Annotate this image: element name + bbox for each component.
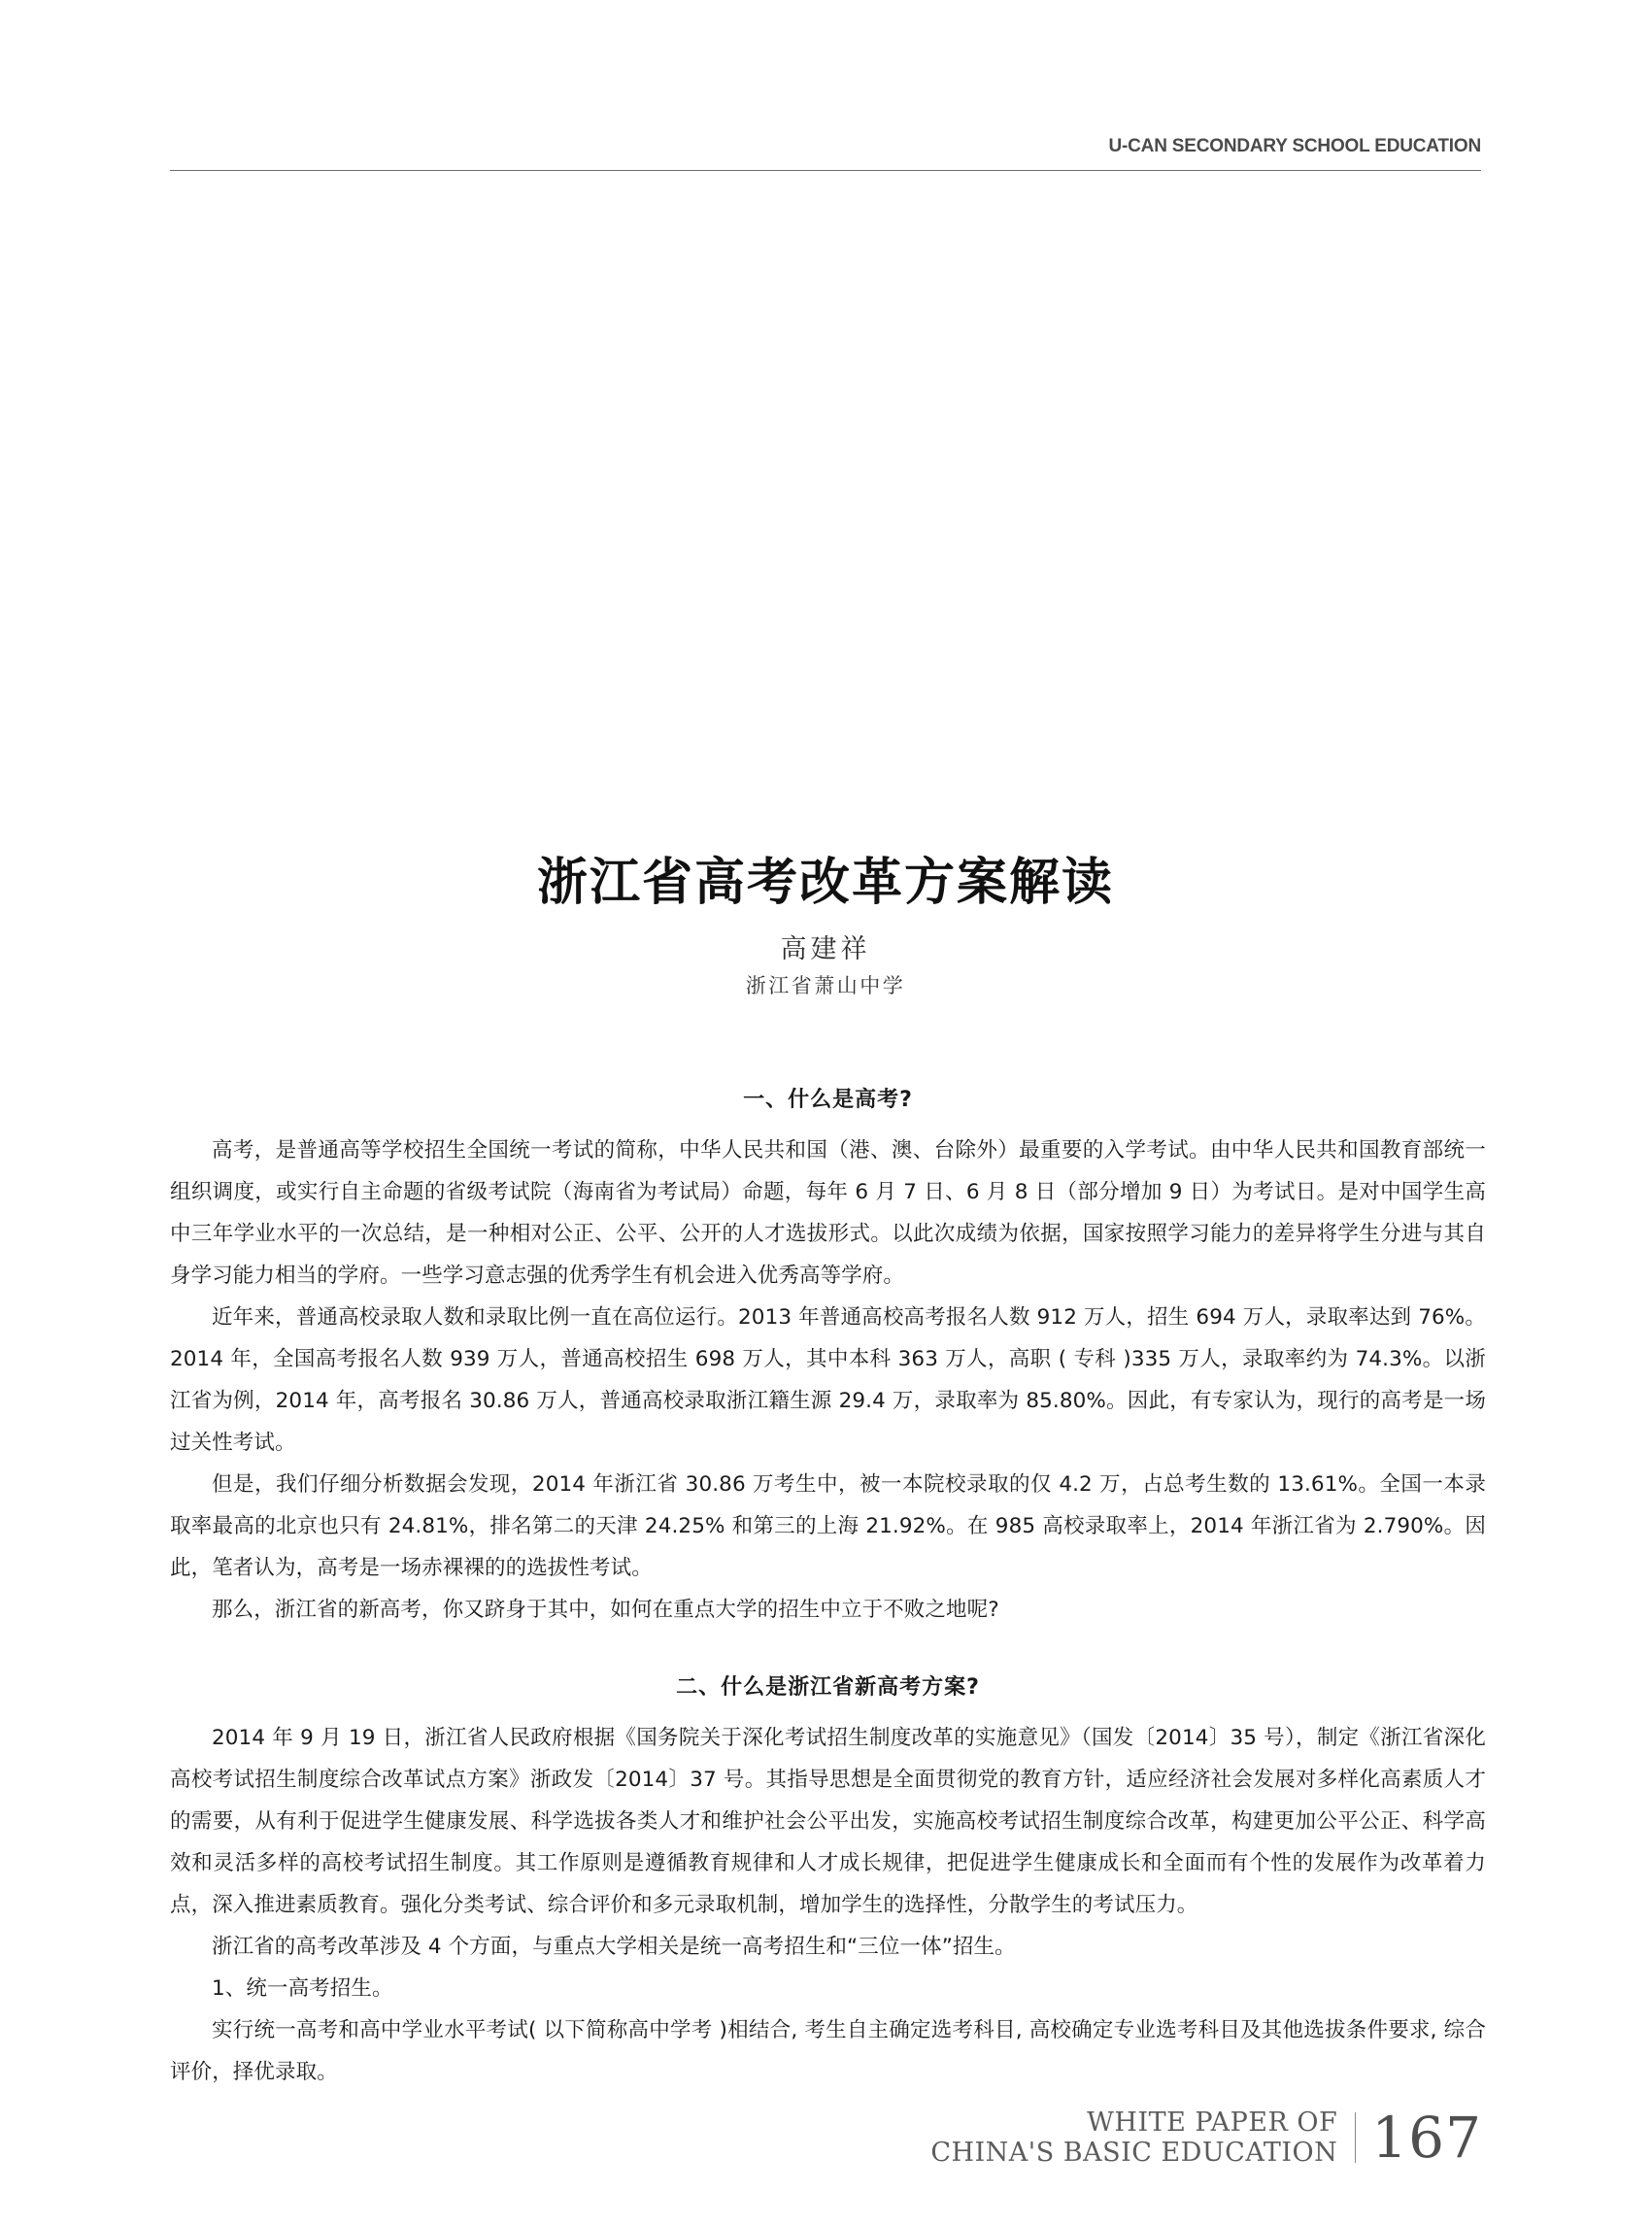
paragraph: 实行统一高考和高中学业水平考试( 以下简称高中学考 )相结合, 考生自主确定选考科目, 高校确定专业选考科目及其他选拔条件要求, 综合评价，择优录取。	[170, 2017, 1486, 2084]
header-divider-rule	[170, 170, 1481, 171]
footer-line-2: CHINA'S BASIC EDUCATION	[930, 2138, 1338, 2168]
paragraph: 2014 年 9 月 19 日，浙江省人民政府根据《国务院关于深化考试招生制度改革的实施意见》（国发〔2014〕35 号），制定《浙江省深化高校考试招生制度综合改革试点方案》浙政发〔2014〕37 号。其指导思想是全面贯彻党的教育方针，适应经济社会发展对多样化高素质人才的需要，从有利于促进学生健康发展、科学选拔各类人才和维护社会公平出发，实施高校考试招生制度综合改革，构建更加公平公正、科学高效和灵活多样的高校考试招生制度。其工作原则是遵循教育规律和人才成长规律，把促进学生健康成长和全面而有个性的发展作为改革着力点，深入推进素质教育。强化分类考试、综合评价和多元录取机制，增加学生的选择性，分散学生的考试压力。	[170, 1725, 1486, 1917]
page-footer	[930, 2105, 1482, 2171]
paragraph: 但是，我们仔细分析数据会发现，2014 年浙江省 30.86 万考生中，被一本院校录取的仅 4.2 万，占总考生数的 13.61%。全国一本录取率最高的北京也只有 24.81%，排名第二的天津 24.25% 和第三的上海 21.92%。在 985 高校录取率上，2014 年浙江省为 2.790%。因此，笔者认为，高考是一场赤裸裸的的选拔性考试。	[170, 1471, 1486, 1580]
article-body	[170, 1086, 1486, 2093]
page-number: 167	[1371, 2105, 1482, 2171]
paragraph: 近年来，普通高校录取人数和录取比例一直在高位运行。2013 年普通高校高考报名人数 912 万人，招生 694 万人，录取率达到 76%。2014 年，全国高考报名人数 939 万人，普通高校招生 698 万人，其中本科 363 万人，高职 ( 专科 )335 万人，录取率约为 74.3%。以浙江省为例，2014 年，高考报名 30.86 万人，普通高校录取浙江籍生源 29.4 万，录取率为 85.80%。因此，有专家认为，现行的高考是一场过关性考试。	[170, 1304, 1486, 1455]
section-heading-2: 二、什么是浙江省新高考方案?	[676, 1674, 980, 1700]
paragraph: 1、统一高考招生。	[212, 1975, 393, 2001]
paragraph: 那么，浙江省的新高考，你又跻身于其中，如何在重点大学的招生中立于不败之地呢?	[212, 1597, 999, 1622]
running-header	[170, 136, 1481, 171]
running-header-title: U-CAN SECONDARY SCHOOL EDUCATION	[1108, 136, 1481, 156]
title-block	[170, 855, 1481, 998]
footer-divider	[1355, 2112, 1356, 2163]
author-affiliation: 浙江省萧山中学	[745, 974, 906, 998]
footer-line-1: WHITE PAPER OF	[1087, 2108, 1338, 2138]
author-name: 高建祥	[780, 933, 871, 964]
section-heading-1: 一、什么是高考?	[743, 1088, 913, 1112]
footer-publication-label	[930, 2108, 1337, 2168]
page-title: 浙江省高考改革方案解读	[536, 854, 1114, 912]
paragraph: 浙江省的高考改革涉及 4 个方面，与重点大学相关是统一高考招生和“三位一体”招生。	[212, 1934, 1016, 1959]
paragraph: 高考，是普通高等学校招生全国统一考试的简称，中华人民共和国（港、澳、台除外）最重要的入学考试。由中华人民共和国教育部统一组织调度，或实行自主命题的省级考试院（海南省为考试局）命题，每年 6 月 7 日、6 月 8 日（部分增加 9 日）为考试日。是对中国学生高中三年学业水平的一次总结，是一种相对公正、公平、公开的人才选拔形式。以此次成绩为依据，国家按照学习能力的差异将学生分进与其自身学习能力相当的学府。一些学习意志强的优秀学生有机会进入优秀高等学府。	[170, 1137, 1486, 1288]
